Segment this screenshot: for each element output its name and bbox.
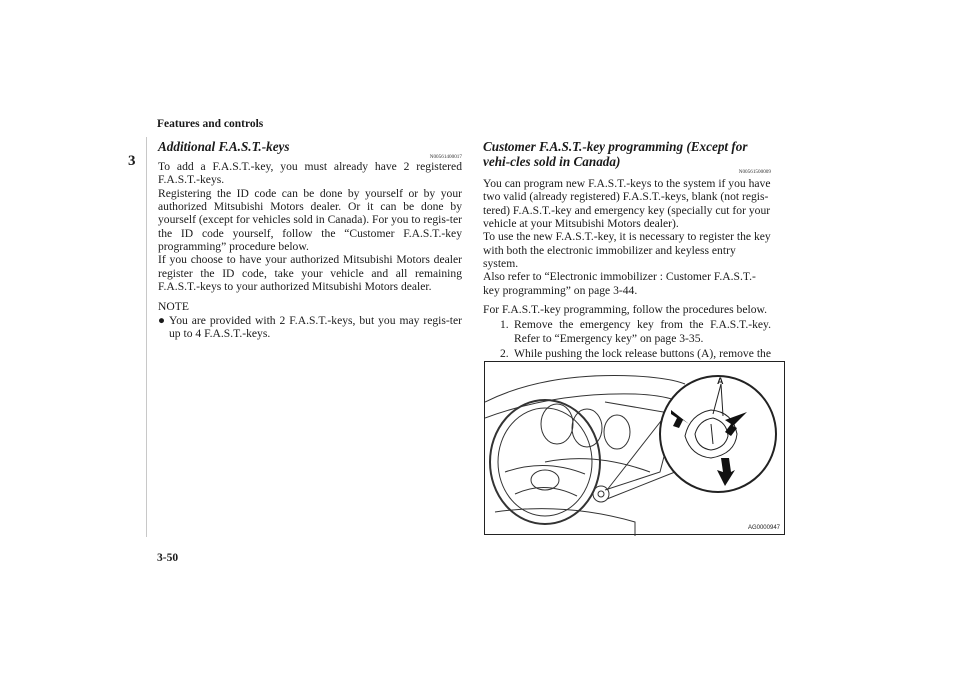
- section-title-key-programming: Customer F.A.S.T.-key programming (Except for vehi-cles sold in Canada): [483, 139, 748, 169]
- right-column: [483, 139, 771, 374]
- dashboard-drawing: [485, 362, 786, 536]
- chapter-divider: [146, 137, 147, 537]
- paragraph: You can program new F.A.S.T.-keys to the system if you have two valid (already registered) F.A.S.T.-keys, blank (not regis-tered) F.A.S.T.-key and emergency key (specially cut for your vehicle at your Mitsubishi Motors dealer).: [483, 177, 771, 231]
- left-column: [158, 139, 462, 340]
- page-number: 3-50: [157, 552, 179, 564]
- step-item: [483, 318, 771, 345]
- callout-label-a: A: [717, 376, 724, 386]
- note-label: NOTE: [158, 300, 189, 314]
- steps-intro: For F.A.S.T.-key programming, follow the procedures below.: [483, 303, 768, 317]
- figure-code: AG0000947: [747, 525, 780, 531]
- paragraph: Also refer to “Electronic immobilizer : Customer F.A.S.T.-key programming” on page 3-44.: [483, 270, 756, 297]
- section-title-additional-keys: Additional F.A.S.T.-keys: [158, 139, 290, 154]
- section-code: N00561500009: [738, 169, 771, 175]
- step-number: 1.: [500, 318, 509, 332]
- chapter-number: 3: [128, 153, 136, 169]
- step-text: While pushing the lock release buttons (A), remove the: [514, 347, 771, 361]
- paragraph: If you choose to have your authorized Mitsubishi Motors dealer register the ID code, take your vehicle and all remaining F.A.S.T.-keys to your authorized Mitsubishi Motors dealer.: [158, 253, 462, 294]
- step-number: 2.: [500, 347, 509, 361]
- paragraph: Registering the ID code can be done by yourself or by your authorized Mitsubishi Motors dealer. Or it can be done by yourself (except for vehicles sold in Canada). For you to regis-ter the ID code yourself, follow the “Customer F.A.S.T.-key programming” procedure below.: [158, 186, 462, 254]
- ignition-switch-illustration: [484, 361, 785, 535]
- section-code: N00561400017: [429, 154, 462, 160]
- paragraph: To add a F.A.S.T.-key, you must already have 2 registered F.A.S.T.-keys.: [158, 160, 462, 187]
- section-header: Features and controls: [157, 118, 264, 130]
- paragraph: To use the new F.A.S.T.-key, it is necessary to register the key with both the electronic immobilizer and keyless entry system.: [483, 230, 771, 271]
- bullet-icon: ●: [158, 313, 166, 327]
- note-text: You are provided with 2 F.A.S.T.-keys, but you may regis-ter up to 4 F.A.S.T.-keys.: [169, 313, 462, 341]
- note-item: [158, 314, 462, 341]
- step-text: Remove the emergency key from the F.A.S.T.-key. Refer to “Emergency key” on page 3-35.: [514, 318, 771, 345]
